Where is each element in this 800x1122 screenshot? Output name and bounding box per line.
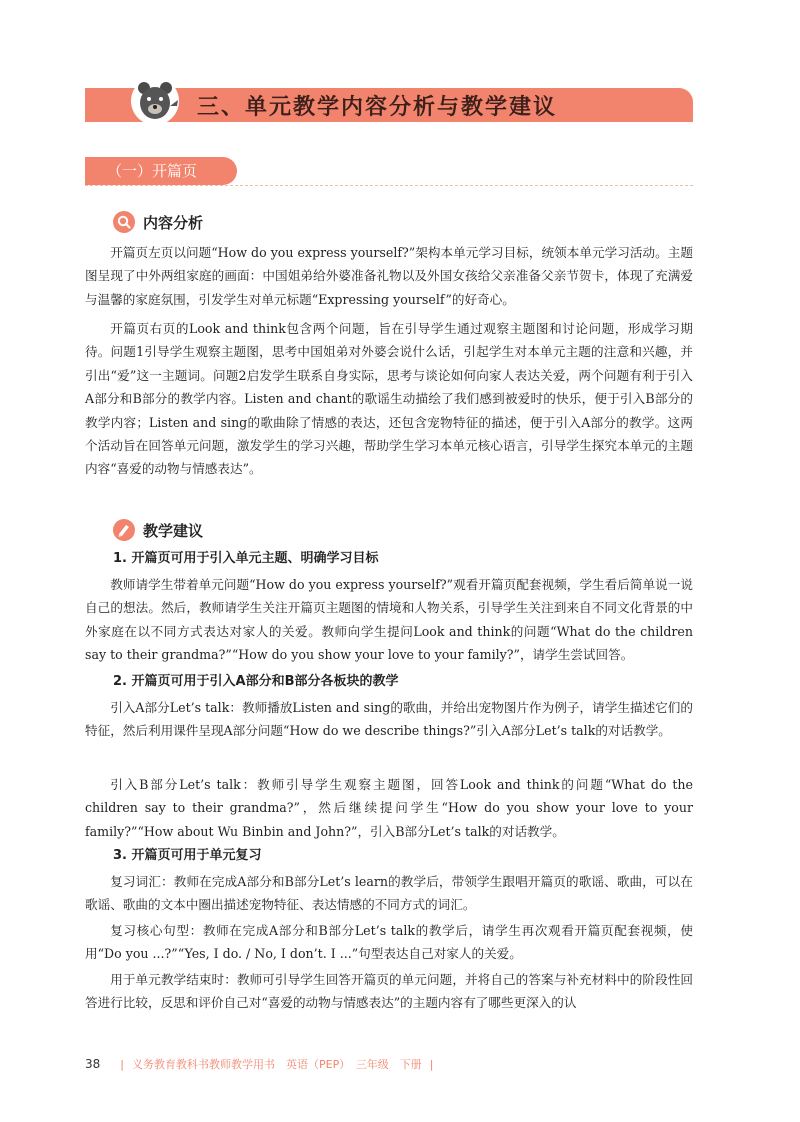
bear-mascot-icon — [130, 76, 180, 126]
title-bar — [85, 88, 693, 122]
page-title: 三、单元教学内容分析与教学建议 — [197, 95, 558, 120]
content-paragraph-1: 开篇页左页以问题“How do you express yourself?”架构本单元学习目标，统领本单元学习活动。主题图呈现了中外两组家庭的画面：中国姐弟给外婆准备礼物以及外国女孩给父亲准备父亲节贺卡，体现了充满爱与温馨的家庭氛围，引发学生对单元标题“Expressing yourself”的好奇心。 — [85, 245, 693, 307]
suggestion-3-paragraph-1: 复习词汇：教师在完成A部分和B部分Let’s learn的教学后，带领学生跟唱开篇页的歌谣、歌曲，可以在歌谣、歌曲的文本中圈出描述宠物特征、表达情感的不同方式的词汇。 — [85, 874, 693, 913]
teaching-suggestion-label: 教学建议 — [143, 521, 204, 540]
content-paragraph-2: 开篇页右页的Look and think包含两个问题，旨在引导学生通过观察主题图和讨论问题，形成学习期待。问题1引导学生观察主题图，思考中国姐弟对外婆会说什么话，引起学生对本单元主题的注意和兴趣，并引出“爱”这一主题词。问题2启发学生联系自身实际，思考与谈论如何向家人表达关爱，两个问题有利于引入A部分和B部分的教学内容。Listen and chant的歌谣生动描绘了我们感到被爱时的快乐，便于引入B部分的教学内容；Listen and sing的歌曲除了情感的表达，还包含宠物特征的描述，便于引入A部分的教学。这两个活动旨在回答单元问题，激发学生的学习兴趣，帮助学生学习本单元核心语言，引导学生探究本单元的主题内容“喜爱的动物与情感表达”。 — [85, 321, 693, 477]
page-number: 38 — [85, 1057, 101, 1071]
content-analysis-label: 内容分析 — [143, 213, 204, 232]
suggestion-2-paragraph-2: 引入B部分Let’s talk：教师引导学生观察主题图，回答Look and think的问题“What do the children say to their grandma?”，然后继续提问学生“How do you show your love to your family?”“How about Wu Binbin and John?”，引入B部分Let’s talk的对话教学。 — [85, 777, 693, 839]
teaching-suggestion-heading — [113, 519, 203, 541]
subsection-tab: （一）开篇页 — [85, 157, 237, 185]
book-title: 义务教育教科书教师教学用书 英语（PEP） 三年级 下册 — [132, 1058, 422, 1071]
footer-separator-end: | — [429, 1057, 434, 1071]
suggestion-3-paragraph-3: 用于单元教学结束时：教师可引导学生回答开篇页的单元问题，并将自己的答案与补充材料中的阶段性回答进行比较，反思和评价自己对“喜爱的动物与情感表达”的主题内容有了哪些更深入的认 — [85, 972, 693, 1011]
pen-icon — [113, 519, 135, 541]
page-footer — [85, 1056, 441, 1072]
suggestion-1-paragraph: 教师请学生带着单元问题“How do you express yourself?”观看开篇页配套视频，学生看后简单说一说自己的想法。然后，教师请学生关注开篇页主题图的情境和人物关系，引导学生关注到来自不同文化背景的中外家庭在以不同方式表达对家人的关爱。教师向学生提问Look and think的问题“What do the children say to their grandma?”“How do you show your love to your family?”，请学生尝试回答。 — [85, 577, 693, 663]
suggestion-1-title: 1. 开篇页可用于引入单元主题、明确学习目标 — [113, 551, 379, 566]
content-analysis-heading — [113, 211, 203, 233]
suggestion-2-paragraph-1: 引入A部分Let’s talk：教师播放Listen and sing的歌曲，并给出宠物图片作为例子，请学生描述它们的特征，然后利用课件呈现A部分问题“How do we describe things?”引入A部分Let’s talk的对话教学。 — [85, 700, 693, 739]
search-icon — [113, 211, 135, 233]
suggestion-3-title: 3. 开篇页可用于单元复习 — [113, 848, 262, 863]
suggestion-2-title: 2. 开篇页可用于引入A部分和B部分各板块的教学 — [113, 674, 399, 689]
divider — [85, 185, 693, 186]
suggestion-3-paragraph-2: 复习核心句型：教师在完成A部分和B部分Let’s talk的教学后，请学生再次观看开篇页配套视频，使用“Do you ...?”“Yes, I do. / No, I don’t. I ...”句型表达自己对家人的关爱。 — [85, 923, 693, 962]
footer-separator: | — [120, 1057, 124, 1071]
